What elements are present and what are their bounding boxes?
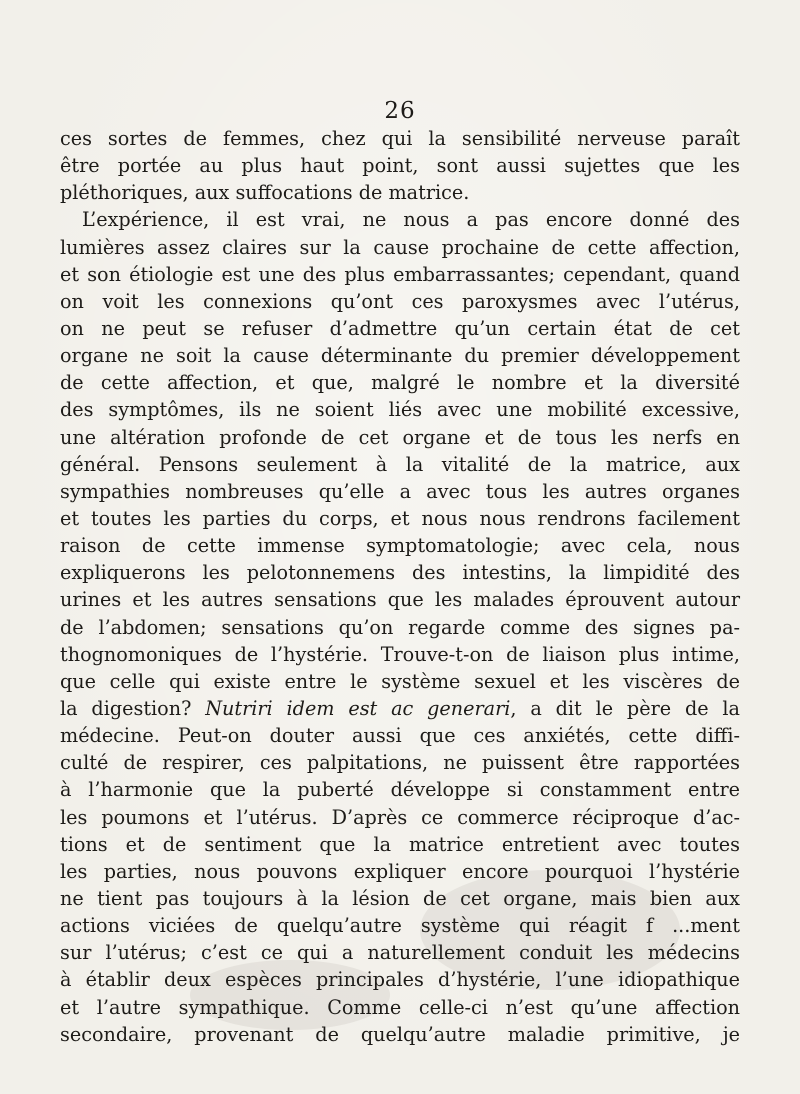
text-line: raison de cette immense symptomatologie; avec cela, nous <box>60 534 740 558</box>
text-line: sympathies nombreuses qu’elle a avec tous les autres organes <box>60 479 740 503</box>
text-line: de cette affection, et que, malgré le nombre et la diversité <box>60 371 740 395</box>
text-line: urines et les autres sensations que les malades éprouvent autour <box>60 588 740 612</box>
text-line: on voit les connexions qu’ont ces paroxysmes avec l’utérus, <box>60 289 740 313</box>
text-line: des symptômes, ils ne soient liés avec une mobilité excessive, <box>60 398 740 422</box>
text-line: médecine. Peut-on douter aussi que ces anxiétés, cette diffi- <box>60 724 740 748</box>
body-text <box>60 125 740 1048</box>
text-line: ne tient pas toujours à la lésion de cet organe, mais bien aux <box>60 886 740 910</box>
text-line: lumières assez claires sur la cause prochaine de cette affection, <box>60 235 740 259</box>
text-line: tions et de sentiment que la matrice entretient avec toutes <box>60 832 740 856</box>
text-line: et l’autre sympathique. Comme celle-ci n’est qu’une affection <box>60 995 740 1019</box>
text-line: actions viciées de quelqu’autre système qui réagit f ...ment <box>60 914 740 938</box>
text-line: que celle qui existe entre le système sexuel et les viscères de <box>60 669 740 693</box>
text-line: et son étiologie est une des plus embarrassantes; cependant, quand <box>60 262 740 286</box>
page-number: 26 <box>384 98 416 124</box>
text-line: les parties, nous pouvons expliquer encore pourquoi l’hystérie <box>60 859 740 883</box>
text-line: la digestion? Nutriri idem est ac generari, a dit le père de la <box>60 696 740 720</box>
text-line: thognomoniques de l’hystérie. Trouve-t-on de liaison plus intime, <box>60 642 740 666</box>
text-line: à l’harmonie que la puberté développe si constamment entre <box>60 778 740 802</box>
text-line: ces sortes de femmes, chez qui la sensibilité nerveuse paraît <box>60 127 740 150</box>
text-line: on ne peut se refuser d’admettre qu’un certain état de cet <box>60 316 740 340</box>
text-line: secondaire, provenant de quelqu’autre maladie primitive, je <box>60 1022 740 1046</box>
text-line: à établir deux espèces principales d’hystérie, l’une idiopathique <box>60 968 740 992</box>
text-line: L’expérience, il est vrai, ne nous a pas encore donné des <box>82 208 740 232</box>
text-line: les poumons et l’utérus. D’après ce commerce réciproque d’ac- <box>60 805 740 829</box>
text-line: une altération profonde de cet organe et de tous les nerfs en <box>60 425 740 449</box>
text-line: et toutes les parties du corps, et nous nous rendrons facilement <box>60 506 740 530</box>
text-line: être portée au plus haut point, sont aussi sujettes que les <box>60 154 740 178</box>
text-line: pléthoriques, aux suffocations de matrice. <box>60 181 470 205</box>
text-line: général. Pensons seulement à la vitalité de la matrice, aux <box>60 452 740 476</box>
text-line: de l’abdomen; sensations qu’on regarde comme des signes pa- <box>60 615 740 639</box>
text-line: culté de respirer, ces palpitations, ne puissent être rapportées <box>60 751 740 775</box>
latin-quote: Nutriri idem est ac generari <box>205 696 511 720</box>
text-line: expliquerons les pelotonnemens des intestins, la limpidité des <box>60 561 740 585</box>
text-line: sur l’utérus; c’est ce qui a naturellement conduit les médecins <box>60 941 740 965</box>
text-line: organe ne soit la cause déterminante du premier développement <box>60 344 740 368</box>
